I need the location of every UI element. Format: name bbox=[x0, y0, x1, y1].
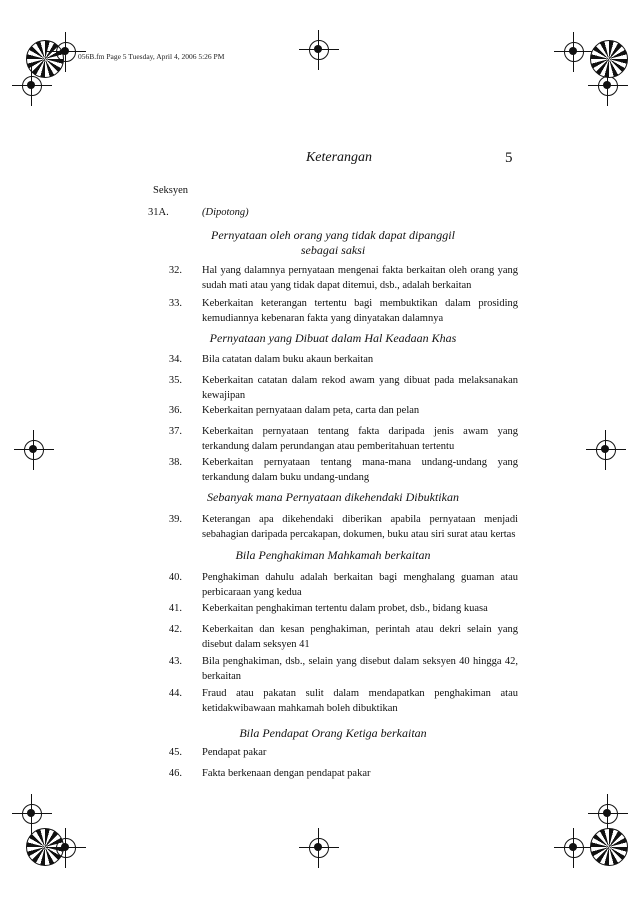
section-text: (Dipotong) bbox=[202, 207, 249, 218]
section-text: Fakta berkenaan dengan pendapat pakar bbox=[202, 768, 371, 779]
section-text: Keberkaitan catatan dalam rekod awam yang dibuat pada melaksanakan kewajipan bbox=[202, 375, 518, 401]
section-heading: Bila Penghakiman Mahkamah berkaitan bbox=[235, 548, 431, 562]
color-bar-mark-bottom-right bbox=[590, 828, 628, 866]
section-text: Keberkaitan pernyataan dalam peta, carta dan pelan bbox=[202, 405, 420, 416]
section-number: 37. bbox=[168, 426, 182, 437]
section-number: 42. bbox=[168, 624, 182, 635]
section-number: 45. bbox=[168, 747, 182, 758]
registration-mark-top-right bbox=[560, 38, 588, 66]
registration-mark-top-center bbox=[305, 36, 333, 64]
section-text: Pendapat pakar bbox=[202, 747, 267, 758]
section-text: Bila catatan dalam buku akaun berkaitan bbox=[202, 354, 374, 365]
registration-mark-top-left bbox=[52, 38, 80, 66]
registration-mark-right-middle bbox=[592, 436, 620, 464]
section-heading: Pernyataan yang Dibuat dalam Hal Keadaan Khas bbox=[209, 331, 457, 345]
section-number: 35. bbox=[168, 375, 182, 386]
section-number: 41. bbox=[168, 603, 182, 614]
page-number: 5 bbox=[505, 150, 513, 166]
registration-mark-bottom-center bbox=[305, 834, 333, 862]
column-label-seksyen: Seksyen bbox=[153, 185, 188, 196]
registration-mark-bottom-left bbox=[18, 800, 46, 828]
section-number: 39. bbox=[168, 514, 182, 525]
section-text: Bila penghakiman, dsb., selain yang disebut dalam seksyen 40 hingga 42, berkaitan bbox=[202, 656, 518, 682]
section-heading: Sebanyak mana Pernyataan dikehendaki Dibuktikan bbox=[207, 490, 459, 504]
section-text: Penghakiman dahulu adalah berkaitan bagi menghalang guaman atau perbicaraan yang kedua bbox=[202, 572, 518, 598]
section-number: 46. bbox=[168, 768, 182, 779]
running-header bbox=[0, 150, 638, 166]
section-text: Hal yang dalamnya pernyataan mengenai fakta berkaitan oleh orang yang sudah mati atau yang tidak dapat ditemui, dsb., adalah berkaitan bbox=[202, 265, 518, 291]
registration-mark-bottom-right bbox=[560, 834, 588, 862]
section-text: Keberkaitan keterangan tertentu bagi membuktikan dalam prosiding kemudiannya kebenaran fakta yang dinyatakan dalamnya bbox=[202, 298, 518, 324]
registration-mark-top-left-2 bbox=[18, 72, 46, 100]
heading-line-1: Pernyataan oleh orang yang tidak dapat dipanggil bbox=[211, 228, 455, 242]
section-text: Fraud atau pakatan sulit dalam mendapatkan penghakiman atau ketidakwibawaan mahkamah boleh dibuktikan bbox=[202, 688, 518, 714]
section-number: 31A. bbox=[148, 207, 169, 218]
section-number: 44. bbox=[168, 688, 182, 699]
section-number: 36. bbox=[168, 405, 182, 416]
registration-mark-bottom-right-2 bbox=[594, 800, 622, 828]
section-number: 33. bbox=[168, 298, 182, 309]
print-slug: 056B.fm Page 5 Tuesday, April 4, 2006 5:26 PM bbox=[78, 52, 225, 61]
registration-mark-bottom-left-2 bbox=[52, 834, 80, 862]
section-text: Keberkaitan pernyataan tentang mana-mana undang-undang yang terkandung dalam buku undang-undang bbox=[202, 457, 518, 483]
section-number: 43. bbox=[168, 656, 182, 667]
section-text: Keterangan apa dikehendaki diberikan apabila pernyataan menjadi sebahagian daripada percakapan, dokumen, buku atau siri surat atau kertas bbox=[202, 514, 518, 540]
section-heading: Bila Pendapat Orang Ketiga berkaitan bbox=[239, 726, 427, 740]
section-text: Keberkaitan penghakiman tertentu dalam probet, dsb., bidang kuasa bbox=[202, 603, 488, 614]
section-number: 38. bbox=[168, 457, 182, 468]
heading-line-2: sebagai saksi bbox=[300, 243, 366, 257]
color-bar-mark-top-right bbox=[590, 40, 628, 78]
section-number: 40. bbox=[168, 572, 182, 583]
section-heading bbox=[148, 228, 518, 258]
header-title: Keterangan bbox=[305, 150, 373, 165]
registration-mark-left-middle bbox=[20, 436, 48, 464]
section-number: 32. bbox=[168, 265, 182, 276]
section-text: Keberkaitan dan kesan penghakiman, perintah atau dekri selain yang disebut dalam seksyen 41 bbox=[202, 624, 518, 650]
section-number: 34. bbox=[168, 354, 182, 365]
section-text: Keberkaitan pernyataan tentang fakta daripada jenis awam yang terkandung dalam perundangan atau pemberitahuan tertentu bbox=[202, 426, 518, 452]
